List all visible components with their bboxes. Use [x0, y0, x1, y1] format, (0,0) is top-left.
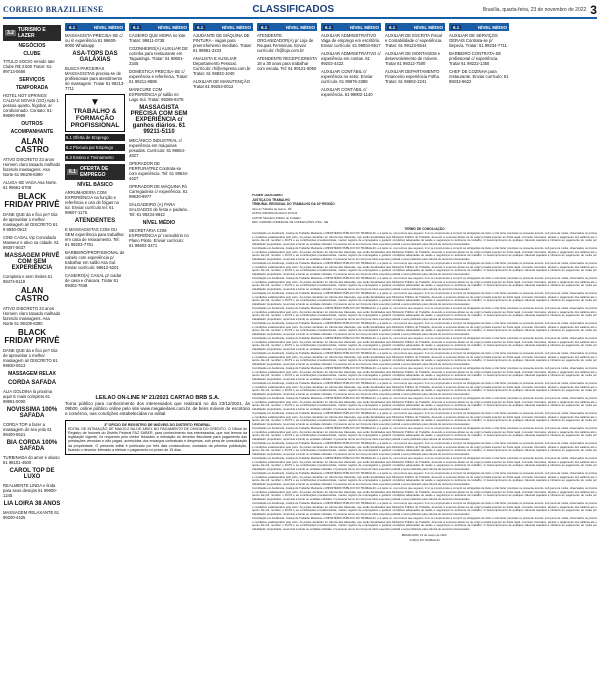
court-header: TRIBUNAL REGIONAL DO TRABALHO DA 10ª REGIÃO — [252, 202, 335, 206]
court-line: AUTOR: Ministério Público do Trabalho — [252, 215, 301, 220]
classified-ad: MECÂNICO INDUSTRIAL c/ experiência em máquinas pesadas. Currículo: 61 98654-4827 — [129, 138, 186, 158]
index-item: 6.2 Procura por Emprego — [65, 144, 125, 151]
column-4 — [193, 23, 253, 193]
classified-ad: ATENDENTE ORGANIZADOR(A) p/ Loja de Roupas Femininas. Enviar currículo: rh@loja.com.br — [257, 33, 314, 53]
page-number: 3 — [590, 2, 597, 17]
classified-ad: ATIVO DISCRETO 23 anos Homem claro tatuado malhado fazendo massagens. Asa Norte 61 99109-8390 — [3, 306, 61, 326]
ad-headline: ALAN CASTRO — [15, 137, 49, 154]
category-negocios: NEGÓCIOS — [18, 43, 46, 49]
classified-ad: DANE QUE da e fico pe? Dia de aproveitar o melhor massagem ai! DISCRETO 61 99930-0513 — [3, 348, 58, 368]
classified-ad: AJUDANTE DE MÁQUINA DE PINTURA - vagas para preenchimento imediato. Tratar: 61 99981-2233 — [193, 33, 253, 53]
section-tag: 6.1 NÍVEL MÉDIO — [257, 23, 317, 31]
classified-ad: BARBEIRO/PROFISSIONAL de cabelo com experiência p/ trabalhar em salão Asa Sul. Enviar currículo: 98612-5201 — [65, 250, 125, 270]
notice-signoff: JUIZ(A) DO TRABALHO — [409, 537, 440, 542]
court-line: ACPCiv 0000000-00.2012.5.10.0111 — [252, 211, 298, 215]
classified-ad: AUXILIAR ADMINISTRATIVO c/ experiência em contas. 61 99202-4422 — [321, 51, 381, 66]
edital-text: EDITAL DE INTIMAÇÃO DE MAIOCO NA DE ARIEL NO PAGAMENTO DE DIVIDA DO CREDITO. O Oficial do Registro de Imóveis do Distrito Federal FAZ SABER, para conhecimento dos interessados, que nos termos da legislação vigente, foi requerido pelo credor fiduciário a intimação do devedor fiduciante para pagamento das prestações vencidas e não pagas, acrescidas dos encargos contratuais e despesas, sob pena de consolidação da propriedade. O presente edital é publicado por três dias consecutivos, contados da primeira publicação, ficando o devedor intimado a efetuar o pagamento no prazo de 15 dias. — [68, 426, 247, 452]
category-clube: CLUBE — [23, 51, 41, 57]
column-5 — [257, 23, 317, 193]
classified-ad: CORDA TOP a fazer a massagem do seu jeito 61 99400-5521 — [3, 422, 52, 437]
ad-headline: CAROL TOP DE LUXO — [9, 468, 55, 480]
ad-headline: MASSAGEM PRIVÊ COM SEM EXPERIÊNCIA — [4, 253, 60, 271]
classified-ad: BUSCA PARCEIRAS MASSAGISTAS precisa-se de profissionais para atendimento de massagem. Tratar 61 99213-7711 — [65, 66, 125, 91]
notice-body: Conciliação em Audiência, Justiça do Trabalho Mediante o MINISTÉRIO PÚBLICO DO TRABALHO, e a parte ré, nos termos que seguem. A ré se compromete a cumprir as obrigações de fazer e não fazer previstas no presente acordo, sob pena de multa, observados os prazos e condições estabelecidos pelo juízo. As partes declaram ter ciência das cláusulas, que serão fiscalizadas pelo Ministério Público do Trabalho, devendo a empresa abster-se de exigir jornada superior ao limite legal, conceder intervalos, efetuar o pagamento dos salários até o quinto dia útil, recolher o FGTS e as contribuições previdenciárias, manter registro de empregados e garantir condições adequadas de saúde e segurança no ambiente de trabalho. O descumprimento de qualquer cláusula sujeitará a infratora ao pagamento de multa por trabalhador prejudicado, reversível a fundo ou entidade indicada. O presente termo tem força de título executivo judicial e será publicado para ciência de terceiros interessados. — [252, 351, 597, 366]
category-turismo — [3, 25, 61, 41]
classified-ad: AUXILIAR DEPARTAMENTO Financeiro experiência Folha. Tratar: 61 99602-2241 — [385, 69, 440, 84]
court-line: RÉU: FORMAR COMERCIAL DE CONFECÇÕES LTDA - ME — [252, 220, 329, 224]
classified-ad: DANE QUE da e fico pe? Dia de aproveitar o melhor massagem ai! DISCRETO 61 9 9930-0513 — [3, 212, 58, 232]
category-oferta: 6.1 OFERTA DE EMPREGO — [65, 164, 125, 180]
category-outros: OUTROS — [21, 121, 43, 127]
ad-headline: CORDA SAFADA — [7, 380, 57, 386]
section-tag-label: NÍVEL MÉDIO — [349, 24, 379, 30]
notice-body: Conciliação em Audiência, Justiça do Trabalho Mediante o MINISTÉRIO PÚBLICO DO TRABALHO, e a parte ré, nos termos que seguem. A ré se compromete a cumprir as obrigações de fazer e não fazer previstas no presente acordo, sob pena de multa, observados os prazos e condições estabelecidos pelo juízo. As partes declaram ter ciência das cláusulas, que serão fiscalizadas pelo Ministério Público do Trabalho, devendo a empresa abster-se de exigir jornada superior ao limite legal, conceder intervalos, efetuar o pagamento dos salários até o quinto dia útil, recolher o FGTS e as contribuições previdenciárias, manter registro de empregados e garantir condições adequadas de saúde e segurança no ambiente de trabalho. O descumprimento de qualquer cláusula sujeitará a infratora ao pagamento de multa por trabalhador prejudicado, reversível a fundo ou entidade indicada. O presente termo tem força de título executivo judicial e será publicado para ciência de terceiros interessados. — [252, 411, 597, 426]
notice-body: Conciliação em Audiência, Justiça do Trabalho Mediante o MINISTÉRIO PÚBLICO DO TRABALHO, e a parte ré, nos termos que seguem. A ré se compromete a cumprir as obrigações de fazer e não fazer previstas no presente acordo, sob pena de multa, observados os prazos e condições estabelecidos pelo juízo. As partes declaram ter ciência das cláusulas, que serão fiscalizadas pelo Ministério Público do Trabalho, devendo a empresa abster-se de exigir jornada superior ao limite legal, conceder intervalos, efetuar o pagamento dos salários até o quinto dia útil, recolher o FGTS e as contribuições previdenciárias, manter registro de empregados e garantir condições adequadas de saúde e segurança no ambiente de trabalho. O descumprimento de qualquer cláusula sujeitará a infratora ao pagamento de multa por trabalhador prejudicado, reversível a fundo ou entidade indicada. O presente termo tem força de título executivo judicial e será publicado para ciência de terceiros interessados. — [252, 231, 597, 246]
classified-ad: CHEF DE COZINHA para restaurante. Enviar currículo: 61 99232-6622 — [449, 69, 509, 84]
ad-headline: ATENDENTES — [74, 218, 116, 224]
column-1 — [3, 23, 61, 678]
court-header: PODER JUDICIÁRIO — [252, 194, 283, 197]
classified-ad: CASEIRO(A) CASAL p/ cuidar de casa e chácara. Tratar 61 99302-7848 — [65, 273, 122, 288]
category-massagem: MASSAGEM RELAX — [8, 371, 56, 377]
notice-title: TERMO DE CONCILIAÇÃO — [404, 226, 445, 231]
category-nivel-medio: NÍVEL MÉDIO — [142, 220, 176, 226]
classified-ad: ANALISTA E AUXILIAR Departamento Pessoal. Currículo: rh@empresa.com.br Tratar: 61 98832-1040 — [193, 56, 251, 76]
publication-name: CORREIO BRAZILIENSE — [3, 5, 104, 14]
classified-ad: AUXILIAR DE MANUTENÇÃO Tratar 61 99254-0012 — [193, 79, 251, 89]
classified-ad: CINE CASAL Vip Convidado Masseur e ativo na cidade. 61 99397-5637 — [3, 235, 59, 250]
index-item: 6.3 Ensino e Treinamento — [65, 154, 125, 161]
classified-ad: Completa e sem limites 61 98474-5119 — [3, 274, 53, 284]
classified-ad: COZINHEIRO(A) AUXILIAR DE cozinha para restaurante em Taguatinga. Tratar: 61 99601-2345 — [129, 46, 188, 66]
auction-text: Torna público para conhecimento dos interessados que realizará no dia 23/12/2021, às 09h00, online público online pelo site www.megaleiloes.com.br, de bens móveis de escritório e comércio, nas condições estabelecidas no edital. — [65, 401, 250, 417]
category-servicos: SERVIÇOS — [19, 77, 45, 83]
column-8 — [449, 23, 509, 193]
edital-box — [65, 420, 250, 455]
category-label: OFERTA DE EMPREGO — [79, 166, 109, 178]
classified-ad: AUXILIAR DE ESCRITA Fiscal e Contabilidade c/ experiência. Tratar: 61 99123-5544 — [385, 33, 443, 48]
classified-ad: ATENDENTE RECEPCIONISTA 18 a 30 anos para trabalhar com escala. Tel: 61 99121-6050 — [257, 56, 317, 71]
notice-body: Conciliação em Audiência, Justiça do Trabalho Mediante o MINISTÉRIO PÚBLICO DO TRABALHO, e a parte ré, nos termos que seguem. A ré se compromete a cumprir as obrigações de fazer e não fazer previstas no presente acordo, sob pena de multa, observados os prazos e condições estabelecidos pelo juízo. As partes declaram ter ciência das cláusulas, que serão fiscalizadas pelo Ministério Público do Trabalho, devendo a empresa abster-se de exigir jornada superior ao limite legal, conceder intervalos, efetuar o pagamento dos salários até o quinto dia útil, recolher o FGTS e as contribuições previdenciárias, manter registro de empregados e garantir condições adequadas de saúde e segurança no ambiente de trabalho. O descumprimento de qualquer cláusula sujeitará a infratora ao pagamento de multa por trabalhador prejudicado, reversível a fundo ou entidade indicada. O presente termo tem força de título executivo judicial e será publicado para ciência de terceiros interessados. — [252, 501, 597, 516]
classified-ad: E MASSAGISTAS COM OU SEM experiência para trabalhar em casa de relaxamento. Tel: 61 99203-7781 — [65, 227, 124, 247]
classified-ad: AUXILIAR CONTÁBIL c/ experiência. 61 99802-1140 — [321, 87, 373, 97]
notice-body: Conciliação em Audiência, Justiça do Trabalho Mediante o MINISTÉRIO PÚBLICO DO TRABALHO, e a parte ré, nos termos que seguem. A ré se compromete a cumprir as obrigações de fazer e não fazer previstas no presente acordo, sob pena de multa, observados os prazos e condições estabelecidos pelo juízo. As partes declaram ter ciência das cláusulas, que serão fiscalizadas pelo Ministério Público do Trabalho, devendo a empresa abster-se de exigir jornada superior ao limite legal, conceder intervalos, efetuar o pagamento dos salários até o quinto dia útil, recolher o FGTS e as contribuições previdenciárias, manter registro de empregados e garantir condições adequadas de saúde e segurança no ambiente de trabalho. O descumprimento de qualquer cláusula sujeitará a infratora ao pagamento de multa por trabalhador prejudicado, reversível a fundo ou entidade indicada. O presente termo tem força de título executivo judicial e será publicado para ciência de terceiros interessados. — [252, 456, 597, 471]
notice-body: Conciliação em Audiência, Justiça do Trabalho Mediante o MINISTÉRIO PÚBLICO DO TRABALHO, e a parte ré, nos termos que seguem. A ré se compromete a cumprir as obrigações de fazer e não fazer previstas no presente acordo, sob pena de multa, observados os prazos e condições estabelecidos pelo juízo. As partes declaram ter ciência das cláusulas, que serão fiscalizadas pelo Ministério Público do Trabalho, devendo a empresa abster-se de exigir jornada superior ao limite legal, conceder intervalos, efetuar o pagamento dos salários até o quinto dia útil, recolher o FGTS e as contribuições previdenciárias, manter registro de empregados e garantir condições adequadas de saúde e segurança no ambiente de trabalho. O descumprimento de qualquer cláusula sujeitará a infratora ao pagamento de multa por trabalhador prejudicado, reversível a fundo ou entidade indicada. O presente termo tem força de título executivo judicial e será publicado para ciência de terceiros interessados. — [252, 291, 597, 306]
notice-body: Conciliação em Audiência, Justiça do Trabalho Mediante o MINISTÉRIO PÚBLICO DO TRABALHO, e a parte ré, nos termos que seguem. A ré se compromete a cumprir as obrigações de fazer e não fazer previstas no presente acordo, sob pena de multa, observados os prazos e condições estabelecidos pelo juízo. As partes declaram ter ciência das cláusulas, que serão fiscalizadas pelo Ministério Público do Trabalho, devendo a empresa abster-se de exigir jornada superior ao limite legal, conceder intervalos, efetuar o pagamento dos salários até o quinto dia útil, recolher o FGTS e as contribuições previdenciárias, manter registro de empregados e garantir condições adequadas de saúde e segurança no ambiente de trabalho. O descumprimento de qualquer cláusula sujeitará a infratora ao pagamento de multa por trabalhador prejudicado, reversível a fundo ou entidade indicada. O presente termo tem força de título executivo judicial e será publicado para ciência de terceiros interessados. — [252, 441, 597, 456]
classified-ad: SECRETÁRIA COM EXPERIÊNCIA p/ consultório no Plano Piloto. Enviar currículo: 61 99602-3471 — [129, 228, 189, 248]
section-title: CLASSIFICADOS — [252, 4, 335, 15]
index-item: 6.1 Oferta de Emprego — [65, 134, 125, 141]
ad-headline: ASA-TOPS DAS GALÁXIAS — [72, 51, 118, 63]
classified-ad: AUXILIAR ADMINISTRATIVO Vaga de emprego em escritório. Enviar currículo: 61 98004-6617 — [321, 33, 381, 48]
classified-ad: MASSAGISTA PRECISA-SE c/ ou s/ experiência 61 99600-9000 Whatsapp — [65, 33, 123, 48]
column-6 — [321, 23, 381, 193]
category-acompanhante: ACOMPANHANTE — [10, 129, 54, 135]
notice-body: Conciliação em Audiência, Justiça do Trabalho Mediante o MINISTÉRIO PÚBLICO DO TRABALHO, e a parte ré, nos termos que seguem. A ré se compromete a cumprir as obrigações de fazer e não fazer previstas no presente acordo, sob pena de multa, observados os prazos e condições estabelecidos pelo juízo. As partes declaram ter ciência das cláusulas, que serão fiscalizadas pelo Ministério Público do Trabalho, devendo a empresa abster-se de exigir jornada superior ao limite legal, conceder intervalos, efetuar o pagamento dos salários até o quinto dia útil, recolher o FGTS e as contribuições previdenciárias, manter registro de empregados e garantir condições adequadas de saúde e segurança no ambiente de trabalho. O descumprimento de qualquer cláusula sujeitará a infratora ao pagamento de multa por trabalhador prejudicado, reversível a fundo ou entidade indicada. O presente termo tem força de título executivo judicial e será publicado para ciência de terceiros interessados. — [252, 426, 597, 441]
page-header — [3, 2, 597, 19]
classified-ad: MASSAGEM RELAXANTE 61 99200-4425 — [3, 510, 60, 520]
classified-ad: TURBINADA do amor e abuso 61 98101-4500 — [3, 455, 60, 465]
category-temporada: TEMPORADA — [15, 85, 49, 91]
court-header: JUSTIÇA DO TRABALHO — [252, 197, 290, 202]
notice-body: Conciliação em Audiência, Justiça do Trabalho Mediante o MINISTÉRIO PÚBLICO DO TRABALHO, e a parte ré, nos termos que seguem. A ré se compromete a cumprir as obrigações de fazer e não fazer previstas no presente acordo, sob pena de multa, observados os prazos e condições estabelecidos pelo juízo. As partes declaram ter ciência das cláusulas, que serão fiscalizadas pelo Ministério Público do Trabalho, devendo a empresa abster-se de exigir jornada superior ao limite legal, conceder intervalos, efetuar o pagamento dos salários até o quinto dia útil, recolher o FGTS e as contribuições previdenciárias, manter registro de empregados e garantir condições adequadas de saúde e segurança no ambiente de trabalho. O descumprimento de qualquer cláusula sujeitará a infratora ao pagamento de multa por trabalhador prejudicado, reversível a fundo ou entidade indicada. O presente termo tem força de título executivo judicial e será publicado para ciência de terceiros interessados. — [252, 366, 597, 381]
classified-ad: ARRUMADEIRA COM EXPERIÊNCIA na função e referência e uso de folgas no tur. Enviar currículo tel: 61 99607-1175 — [65, 190, 120, 215]
classified-ad: SALGADEIRO (A) PARA SALGADOS de festa e padaria. Tel: 61 99234-8842 — [129, 202, 188, 217]
classified-ad: CASEIRO QUE MORA no lote. Tratar: 99611-0738 — [129, 33, 187, 43]
notice-body: Conciliação em Audiência, Justiça do Trabalho Mediante o MINISTÉRIO PÚBLICO DO TRABALHO, e a parte ré, nos termos que seguem. A ré se compromete a cumprir as obrigações de fazer e não fazer previstas no presente acordo, sob pena de multa, observados os prazos e condições estabelecidos pelo juízo. As partes declaram ter ciência das cláusulas, que serão fiscalizadas pelo Ministério Público do Trabalho, devendo a empresa abster-se de exigir jornada superior ao limite legal, conceder intervalos, efetuar o pagamento dos salários até o quinto dia útil, recolher o FGTS e as contribuições previdenciárias, manter registro de empregados e garantir condições adequadas de saúde e segurança no ambiente de trabalho. O descumprimento de qualquer cláusula sujeitará a infratora ao pagamento de multa por trabalhador prejudicado, reversível a fundo ou entidade indicada. O presente termo tem força de título executivo judicial e será publicado para ciência de terceiros interessados. — [252, 246, 597, 261]
section-tag-label: NÍVEL MÉDIO — [157, 24, 187, 30]
ad-headline: BLACK FRIDAY PRIVÊ — [4, 328, 60, 345]
notice-body: Conciliação em Audiência, Justiça do Trabalho Mediante o MINISTÉRIO PÚBLICO DO TRABALHO, e a parte ré, nos termos que seguem. A ré se compromete a cumprir as obrigações de fazer e não fazer previstas no presente acordo, sob pena de multa, observados os prazos e condições estabelecidos pelo juízo. As partes declaram ter ciência das cláusulas, que serão fiscalizadas pelo Ministério Público do Trabalho, devendo a empresa abster-se de exigir jornada superior ao limite legal, conceder intervalos, efetuar o pagamento dos salários até o quinto dia útil, recolher o FGTS e as contribuições previdenciárias, manter registro de empregados e garantir condições adequadas de saúde e segurança no ambiente de trabalho. O descumprimento de qualquer cláusula sujeitará a infratora ao pagamento de multa por trabalhador prejudicado, reversível a fundo ou entidade indicada. O presente termo tem força de título executivo judicial e será publicado para ciência de terceiros interessados. — [252, 306, 597, 321]
section-tag: 6.1 NÍVEL MÉDIO — [65, 23, 125, 31]
section-tag-label: NÍVEL MÉDIO — [93, 24, 123, 30]
classified-ad: ATIVO DISCRETO 23 anos Homem claro tatuado malhado fazendo massagens. Asa Norte 61 99109-8390 — [3, 157, 61, 177]
ad-headline: BLACK FRIDAY PRIVÊ — [4, 192, 60, 209]
classified-ad: TITULO SOCIO remido Iate Clube R$ 3.500 Tratar: 61-99713-0656 — [3, 59, 55, 74]
column-7 — [385, 23, 445, 193]
classified-ad: HOTEL NOT SPRINGS CALDAS NOVAS (GO) Apto 1 pessoa quarto, frigobar, ar condicionado. Contato: 61-99690-9999 — [3, 93, 59, 118]
ad-headline: MASSAGISTA PRECISA COM SEM EXPERIÊNCIA c/ ganhos diários. 61 99211-5110 — [130, 105, 188, 135]
header-right — [483, 3, 597, 17]
classified-ad: OPERADOR DE PERFURATRIZ Contrata-se com experiência. Tel: 61 99634-4427 — [129, 161, 189, 181]
column-3 — [129, 23, 189, 393]
section-tag: 6.1 NÍVEL MÉDIO — [449, 23, 509, 31]
ad-headline: NOVISSIMA 100% SAFADA — [6, 407, 58, 419]
auction-title: LEILÃO ON-LINE Nº 21/2021 CARTÃO BRB S.A. — [95, 395, 220, 401]
notice-body: Conciliação em Audiência, Justiça do Trabalho Mediante o MINISTÉRIO PÚBLICO DO TRABALHO, e a parte ré, nos termos que seguem. A ré se compromete a cumprir as obrigações de fazer e não fazer previstas no presente acordo, sob pena de multa, observados os prazos e condições estabelecidos pelo juízo. As partes declaram ter ciência das cláusulas, que serão fiscalizadas pelo Ministério Público do Trabalho, devendo a empresa abster-se de exigir jornada superior ao limite legal, conceder intervalos, efetuar o pagamento dos salários até o quinto dia útil, recolher o FGTS e as contribuições previdenciárias, manter registro de empregados e garantir condições adequadas de saúde e segurança no ambiente de trabalho. O descumprimento de qualquer cláusula sujeitará a infratora ao pagamento de multa por trabalhador prejudicado, reversível a fundo ou entidade indicada. O presente termo tem força de título executivo judicial e será publicado para ciência de terceiros interessados. — [252, 396, 597, 411]
classified-ad: AUXILIAR CONTÁBIL c/ experiência no setor. Enviar currículo. 61 99876-3388 — [321, 69, 373, 84]
classified-ad: ALIA GOLDINA la proxima aqui! E mais completo 61 99981-0000 — [3, 389, 53, 404]
classified-ad: BARBEIRO CONTRATA-SE profissional c/ experiência. Tratar 61 99222-1350 — [449, 51, 502, 66]
section-tag-label: NÍVEL MÉDIO — [221, 24, 251, 30]
section-heading: TRABALHO & FORMAÇÃO PROFISSIONAL — [70, 108, 120, 129]
classified-ad: AUXILIAR DE MONTAGEM e desenvolvimento de móveis. Tratar 61 99312-7500 — [385, 51, 441, 66]
ad-headline: ALAN CASTRO — [15, 286, 49, 303]
ad-headline: BIA CORDA 100% SAFADA — [6, 440, 58, 452]
section-tag: 6.1 NÍVEL MÉDIO — [385, 23, 445, 31]
page-date: Brasília, quarta-feira, 23 de novembro de 2022 — [482, 6, 587, 13]
notice-body: Conciliação em Audiência, Justiça do Trabalho Mediante o MINISTÉRIO PÚBLICO DO TRABALHO, e a parte ré, nos termos que seguem. A ré se compromete a cumprir as obrigações de fazer e não fazer previstas no presente acordo, sob pena de multa, observados os prazos e condições estabelecidos pelo juízo. As partes declaram ter ciência das cláusulas, que serão fiscalizadas pelo Ministério Público do Trabalho, devendo a empresa abster-se de exigir jornada superior ao limite legal, conceder intervalos, efetuar o pagamento dos salários até o quinto dia útil, recolher o FGTS e as contribuições previdenciárias, manter registro de empregados e garantir condições adequadas de saúde e segurança no ambiente de trabalho. O descumprimento de qualquer cláusula sujeitará a infratora ao pagamento de multa por trabalhador prejudicado, reversível a fundo ou entidade indicada. O presente termo tem força de título executivo judicial e será publicado para ciência de terceiros interessados. — [252, 321, 597, 336]
court-line: Vara do Trabalho de Gama - DF — [252, 206, 292, 211]
section-tag: 6.1 NÍVEL MÉDIO — [193, 23, 253, 31]
notice-body: Conciliação em Audiência, Justiça do Trabalho Mediante o MINISTÉRIO PÚBLICO DO TRABALHO, e a parte ré, nos termos que seguem. A ré se compromete a cumprir as obrigações de fazer e não fazer previstas no presente acordo, sob pena de multa, observados os prazos e condições estabelecidos pelo juízo. As partes declaram ter ciência das cláusulas, que serão fiscalizadas pelo Ministério Público do Trabalho, devendo a empresa abster-se de exigir jornada superior ao limite legal, conceder intervalos, efetuar o pagamento dos salários até o quinto dia útil, recolher o FGTS e as contribuições previdenciárias, manter registro de empregados e garantir condições adequadas de saúde e segurança no ambiente de trabalho. O descumprimento de qualquer cláusula sujeitará a infratora ao pagamento de multa por trabalhador prejudicado, reversível a fundo ou entidade indicada. O presente termo tem força de título executivo judicial e será publicado para ciência de terceiros interessados. — [252, 516, 597, 531]
classified-ad: ALUGA-SE VAGA Asa Norte. 61 99651-5708 — [3, 180, 58, 190]
notice-body: Conciliação em Audiência, Justiça do Trabalho Mediante o MINISTÉRIO PÚBLICO DO TRABALHO, e a parte ré, nos termos que seguem. A ré se compromete a cumprir as obrigações de fazer e não fazer previstas no presente acordo, sob pena de multa, observados os prazos e condições estabelecidos pelo juízo. As partes declaram ter ciência das cláusulas, que serão fiscalizadas pelo Ministério Público do Trabalho, devendo a empresa abster-se de exigir jornada superior ao limite legal, conceder intervalos, efetuar o pagamento dos salários até o quinto dia útil, recolher o FGTS e as contribuições previdenciárias, manter registro de empregados e garantir condições adequadas de saúde e segurança no ambiente de trabalho. O descumprimento de qualquer cláusula sujeitará a infratora ao pagamento de multa por trabalhador prejudicado, reversível a fundo ou entidade indicada. O presente termo tem força de título executivo judicial e será publicado para ciência de terceiros interessados. — [252, 471, 597, 486]
section-tag: 6.1 NÍVEL MÉDIO — [321, 23, 381, 31]
section-index-box — [65, 94, 125, 132]
legal-notices-left — [65, 395, 250, 680]
classified-ad: AUXILIAR DE SERVIÇOS GERAIS Contrata-se p/ limpeza. Tratar: 61 99234-7711 — [449, 33, 507, 48]
section-tag-label: NÍVEL MÉDIO — [477, 24, 507, 30]
notice-body: Conciliação em Audiência, Justiça do Trabalho Mediante o MINISTÉRIO PÚBLICO DO TRABALHO, e a parte ré, nos termos que seguem. A ré se compromete a cumprir as obrigações de fazer e não fazer previstas no presente acordo, sob pena de multa, observados os prazos e condições estabelecidos pelo juízo. As partes declaram ter ciência das cláusulas, que serão fiscalizadas pelo Ministério Público do Trabalho, devendo a empresa abster-se de exigir jornada superior ao limite legal, conceder intervalos, efetuar o pagamento dos salários até o quinto dia útil, recolher o FGTS e as contribuições previdenciárias, manter registro de empregados e garantir condições adequadas de saúde e segurança no ambiente de trabalho. O descumprimento de qualquer cláusula sujeitará a infratora ao pagamento de multa por trabalhador prejudicado, reversível a fundo ou entidade indicada. O presente termo tem força de título executivo judicial e será publicado para ciência de terceiros interessados. — [252, 261, 597, 276]
section-tag-label: NÍVEL MÉDIO — [285, 24, 315, 30]
arrow-down-icon: ▼ — [90, 97, 100, 108]
classified-ad: DOMÉSTICA PRECISA-SE c/ experiência e referência. Tratar: 61 99211-8888 — [129, 69, 189, 84]
ad-headline: LIA LOIRA 38 ANOS — [3, 501, 61, 507]
notice-signoff: BRASÍLIA/DF, 15 de março de 2022. — [401, 533, 448, 537]
section-tag: 6.1 NÍVEL MÉDIO — [129, 23, 189, 31]
notice-body: Conciliação em Audiência, Justiça do Trabalho Mediante o MINISTÉRIO PÚBLICO DO TRABALHO, e a parte ré, nos termos que seguem. A ré se compromete a cumprir as obrigações de fazer e não fazer previstas no presente acordo, sob pena de multa, observados os prazos e condições estabelecidos pelo juízo. As partes declaram ter ciência das cláusulas, que serão fiscalizadas pelo Ministério Público do Trabalho, devendo a empresa abster-se de exigir jornada superior ao limite legal, conceder intervalos, efetuar o pagamento dos salários até o quinto dia útil, recolher o FGTS e as contribuições previdenciárias, manter registro de empregados e garantir condições adequadas de saúde e segurança no ambiente de trabalho. O descumprimento de qualquer cláusula sujeitará a infratora ao pagamento de multa por trabalhador prejudicado, reversível a fundo ou entidade indicada. O presente termo tem força de título executivo judicial e será publicado para ciência de terceiros interessados. — [252, 486, 597, 501]
category-number: 3.2 — [7, 30, 14, 36]
category-nivel-basico: NÍVEL BÁSICO — [77, 182, 113, 188]
edital-title: 3º OFÍCIO DE REGISTRO DE IMÓVEIS DO DISTRITO FEDERAL — [104, 422, 211, 427]
section-tag-label: NÍVEL MÉDIO — [413, 24, 443, 30]
classified-ad: REALMENTE LINDA e linda para seus desejos 61 99600-1245 — [3, 483, 58, 498]
notice-body: Conciliação em Audiência, Justiça do Trabalho Mediante o MINISTÉRIO PÚBLICO DO TRABALHO, e a parte ré, nos termos que seguem. A ré se compromete a cumprir as obrigações de fazer e não fazer previstas no presente acordo, sob pena de multa, observados os prazos e condições estabelecidos pelo juízo. As partes declaram ter ciência das cláusulas, que serão fiscalizadas pelo Ministério Público do Trabalho, devendo a empresa abster-se de exigir jornada superior ao limite legal, conceder intervalos, efetuar o pagamento dos salários até o quinto dia útil, recolher o FGTS e as contribuições previdenciárias, manter registro de empregados e garantir condições adequadas de saúde e segurança no ambiente de trabalho. O descumprimento de qualquer cláusula sujeitará a infratora ao pagamento de multa por trabalhador prejudicado, reversível a fundo ou entidade indicada. O presente termo tem força de título executivo judicial e será publicado para ciência de terceiros interessados. — [252, 336, 597, 351]
classified-ad: OPERADOR DE MÁQUINA Pá Carregadeira c/ experiência. 61 99630-9977 — [129, 184, 188, 199]
classified-ad: MANICURE COM EXPERIÊNCIA p/ salão no Lago Sul. Tratar: 99289-8478 — [129, 87, 184, 102]
category-label: TURISMO E LAZER — [17, 27, 46, 39]
notice-body: Conciliação em Audiência, Justiça do Trabalho Mediante o MINISTÉRIO PÚBLICO DO TRABALHO, e a parte ré, nos termos que seguem. A ré se compromete a cumprir as obrigações de fazer e não fazer previstas no presente acordo, sob pena de multa, observados os prazos e condições estabelecidos pelo juízo. As partes declaram ter ciência das cláusulas, que serão fiscalizadas pelo Ministério Público do Trabalho, devendo a empresa abster-se de exigir jornada superior ao limite legal, conceder intervalos, efetuar o pagamento dos salários até o quinto dia útil, recolher o FGTS e as contribuições previdenciárias, manter registro de empregados e garantir condições adequadas de saúde e segurança no ambiente de trabalho. O descumprimento de qualquer cláusula sujeitará a infratora ao pagamento de multa por trabalhador prejudicado, reversível a fundo ou entidade indicada. O presente termo tem força de título executivo judicial e será publicado para ciência de terceiros interessados. — [252, 381, 597, 396]
notice-body: Conciliação em Audiência, Justiça do Trabalho Mediante o MINISTÉRIO PÚBLICO DO TRABALHO, e a parte ré, nos termos que seguem. A ré se compromete a cumprir as obrigações de fazer e não fazer previstas no presente acordo, sob pena de multa, observados os prazos e condições estabelecidos pelo juízo. As partes declaram ter ciência das cláusulas, que serão fiscalizadas pelo Ministério Público do Trabalho, devendo a empresa abster-se de exigir jornada superior ao limite legal, conceder intervalos, efetuar o pagamento dos salários até o quinto dia útil, recolher o FGTS e as contribuições previdenciárias, manter registro de empregados e garantir condições adequadas de saúde e segurança no ambiente de trabalho. O descumprimento de qualquer cláusula sujeitará a infratora ao pagamento de multa por trabalhador prejudicado, reversível a fundo ou entidade indicada. O presente termo tem força de título executivo judicial e será publicado para ciência de terceiros interessados. — [252, 276, 597, 291]
legal-notice — [252, 194, 597, 679]
